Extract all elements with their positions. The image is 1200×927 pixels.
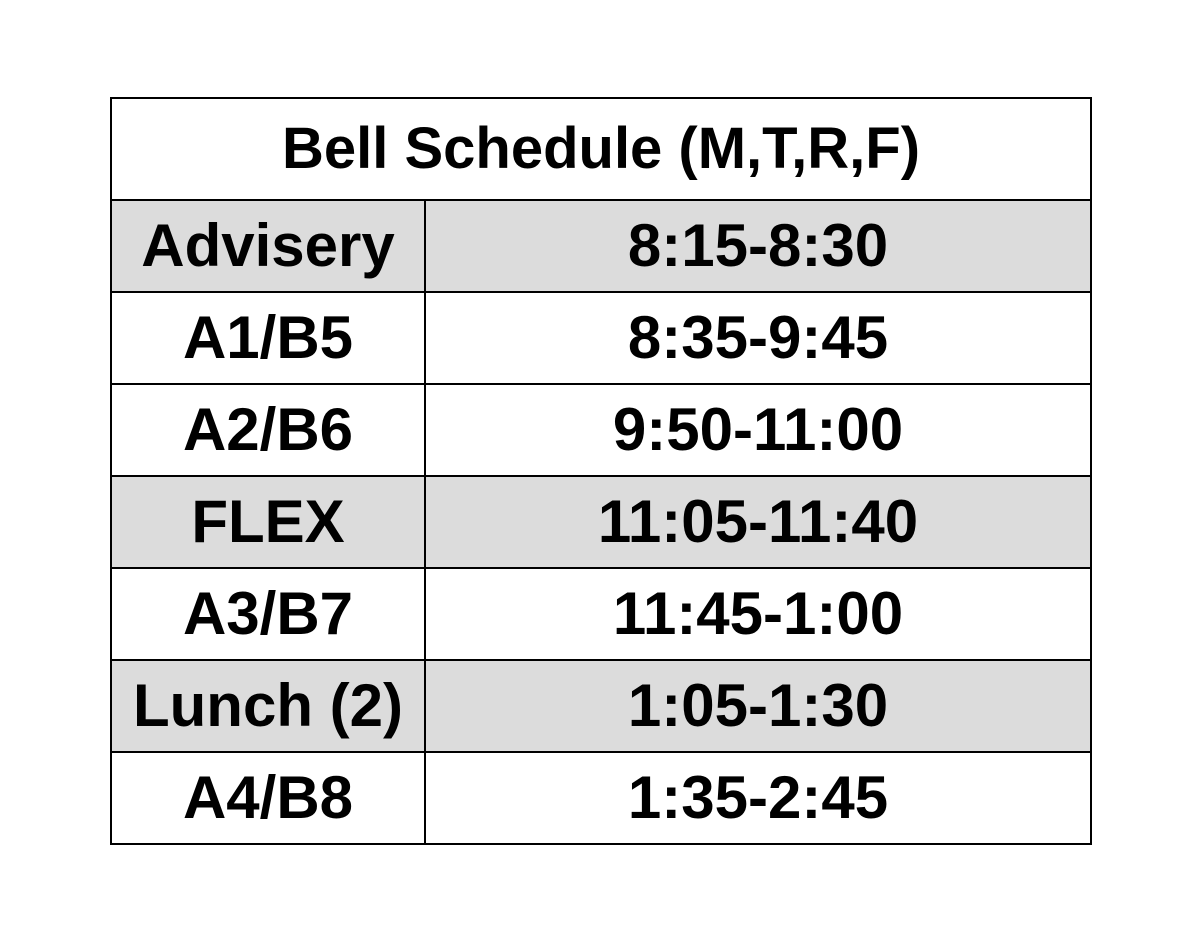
period-cell: A1/B5	[111, 292, 425, 384]
table-row	[111, 752, 1091, 844]
period-cell: Advisery	[111, 200, 425, 292]
period-cell: FLEX	[111, 476, 425, 568]
time-cell: 8:15-8:30	[425, 200, 1091, 292]
bell-schedule-table	[110, 97, 1092, 845]
time-cell: 9:50-11:00	[425, 384, 1091, 476]
time-cell: 1:05-1:30	[425, 660, 1091, 752]
table-row	[111, 660, 1091, 752]
period-cell: A3/B7	[111, 568, 425, 660]
table-row	[111, 200, 1091, 292]
time-cell: 11:45-1:00	[425, 568, 1091, 660]
table-row	[111, 476, 1091, 568]
period-cell: Lunch (2)	[111, 660, 425, 752]
table-row	[111, 384, 1091, 476]
period-cell: A2/B6	[111, 384, 425, 476]
schedule-title: Bell Schedule (M,T,R,F)	[111, 98, 1091, 200]
table-row	[111, 292, 1091, 384]
title-row	[111, 98, 1091, 200]
table-row	[111, 568, 1091, 660]
period-cell: A4/B8	[111, 752, 425, 844]
time-cell: 8:35-9:45	[425, 292, 1091, 384]
time-cell: 1:35-2:45	[425, 752, 1091, 844]
time-cell: 11:05-11:40	[425, 476, 1091, 568]
